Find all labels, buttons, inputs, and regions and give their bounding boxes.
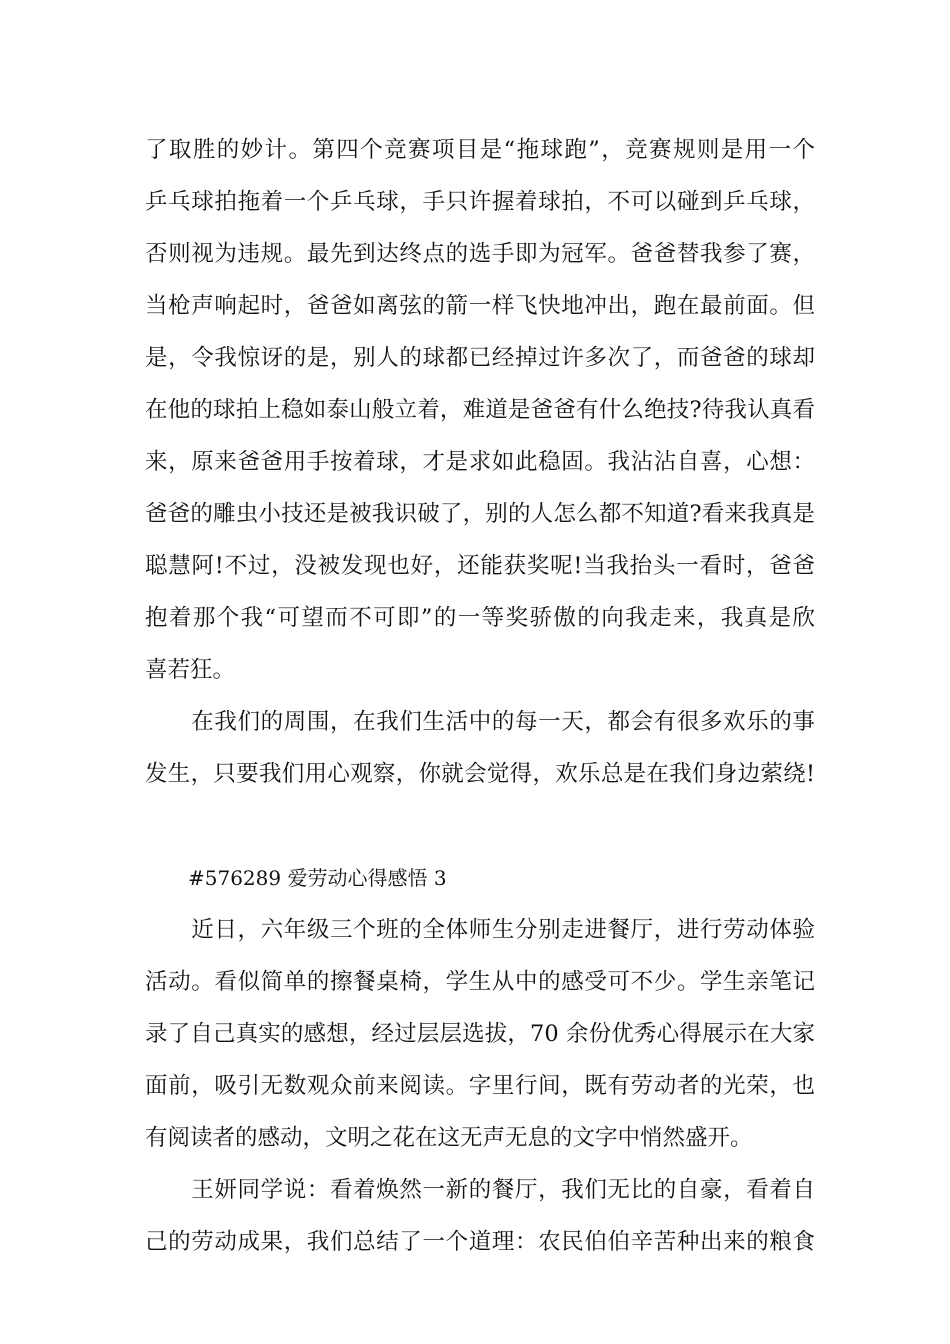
text-line: 爸爸的雕虫小技还是被我识破了，别的人怎么都不知道?看来我真是 xyxy=(145,501,815,527)
text-line: 喜若狂。 xyxy=(145,657,236,683)
text-line: 在他的球拍上稳如泰山般立着，难道是爸爸有什么绝技?待我认真看 xyxy=(145,397,815,423)
text-line: 近日，六年级三个班的全体师生分别走进餐厅，进行劳动体验 xyxy=(145,917,815,943)
text-line: 是，令我惊讶的是，别人的球都已经掉过许多次了，而爸爸的球却 xyxy=(145,345,815,371)
text-line: 在我们的周围，在我们生活中的每一天，都会有很多欢乐的事 xyxy=(145,709,815,735)
text-line: 发生，只要我们用心观察，你就会觉得，欢乐总是在我们身边萦绕! xyxy=(145,761,815,787)
text-line: 聪慧阿!不过，没被发现也好，还能获奖呢!当我抬头一看时，爸爸 xyxy=(145,553,815,579)
section-heading: #576289 爱劳动心得感悟 3 xyxy=(188,866,447,890)
text-line: 有阅读者的感动，文明之花在这无声无息的文字中悄然盛开。 xyxy=(145,1125,753,1151)
text-line: 己的劳动成果，我们总结了一个道理：农民伯伯辛苦种出来的粮食 xyxy=(145,1229,815,1255)
text-line: 录了自己真实的感想，经过层层选拔，70 余份优秀心得展示在大家 xyxy=(145,1021,815,1047)
text-line: 抱着那个我“可望而不可即”的一等奖骄傲的向我走来，我真是欣 xyxy=(145,605,815,631)
text-line: 了取胜的妙计。第四个竞赛项目是“拖球跑”，竞赛规则是用一个 xyxy=(145,137,815,163)
text-line: 来，原来爸爸用手按着球，才是求如此稳固。我沾沾自喜，心想： xyxy=(145,449,815,475)
text-line: 当枪声响起时，爸爸如离弦的箭一样飞快地冲出，跑在最前面。但 xyxy=(145,293,815,319)
text-line: 否则视为违规。最先到达终点的选手即为冠军。爸爸替我参了赛， xyxy=(145,241,815,267)
text-line: 乒乓球拍拖着一个乒乓球，手只许握着球拍，不可以碰到乒乓球， xyxy=(145,189,815,215)
text-line: 面前，吸引无数观众前来阅读。字里行间，既有劳动者的光荣，也 xyxy=(145,1073,815,1099)
text-line: 王妍同学说：看着焕然一新的餐厅，我们无比的自豪，看着自 xyxy=(145,1177,815,1203)
text-line: 活动。看似简单的擦餐桌椅，学生从中的感受可不少。学生亲笔记 xyxy=(145,969,815,995)
